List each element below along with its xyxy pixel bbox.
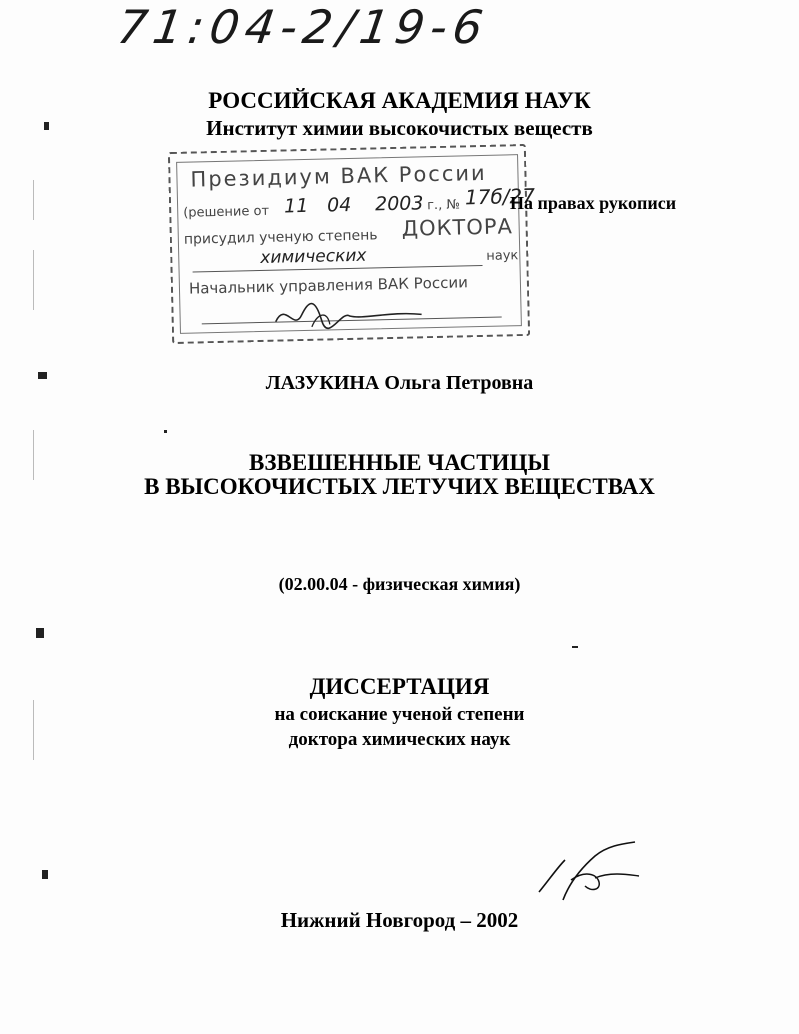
author-name: ЛАЗУКИНА Ольга Петровна xyxy=(265,372,534,394)
stamp-degree: ДОКТОРА xyxy=(401,214,514,241)
archive-number: 71:04-2/19-6 xyxy=(114,0,493,54)
vak-stamp xyxy=(168,144,536,344)
dissertation-line1: на соискание ученой степени xyxy=(274,704,525,725)
place-and-year: Нижний Новгород – 2002 xyxy=(280,908,519,932)
stamp-decision-number: 17б/27 xyxy=(464,183,536,210)
stamp-field: химических xyxy=(260,245,367,269)
stamp-field-suffix: наук xyxy=(486,248,519,264)
thesis-title-line1: ВЗВЕШЕННЫЕ ЧАСТИЦЫ xyxy=(249,450,550,475)
dissertation-heading: ДИССЕРТАЦИЯ xyxy=(309,674,490,699)
stamp-decision-month: 04 xyxy=(326,193,352,217)
stamp-awarded-label: присудил ученую степень xyxy=(183,227,378,248)
academy-name: РОССИЙСКАЯ АКАДЕМИЯ НАУК xyxy=(208,88,591,113)
stamp-head-label: Начальник управления ВАК России xyxy=(188,273,469,298)
stamp-title: Президиум ВАК России xyxy=(190,160,487,192)
specialty-code: (02.00.04 - физическая химия) xyxy=(278,574,521,594)
rights-note: На правах рукописи xyxy=(510,193,677,213)
stamp-decision-year: 2003 xyxy=(374,192,424,216)
stamp-decision-day: 11 xyxy=(283,194,309,218)
institute-name: Институт химии высокочистых веществ xyxy=(206,116,593,140)
stamp-decision-prefix: (решение от xyxy=(183,203,270,221)
thesis-title-line2: В ВЫСОКОЧИСТЫХ ЛЕТУЧИХ ВЕЩЕСТВАХ xyxy=(144,474,655,499)
handwritten-mark xyxy=(535,840,645,910)
stamp-signature xyxy=(271,288,432,340)
stamp-number-label: г., № xyxy=(426,197,461,214)
dissertation-line2: доктора химических наук xyxy=(288,729,511,750)
